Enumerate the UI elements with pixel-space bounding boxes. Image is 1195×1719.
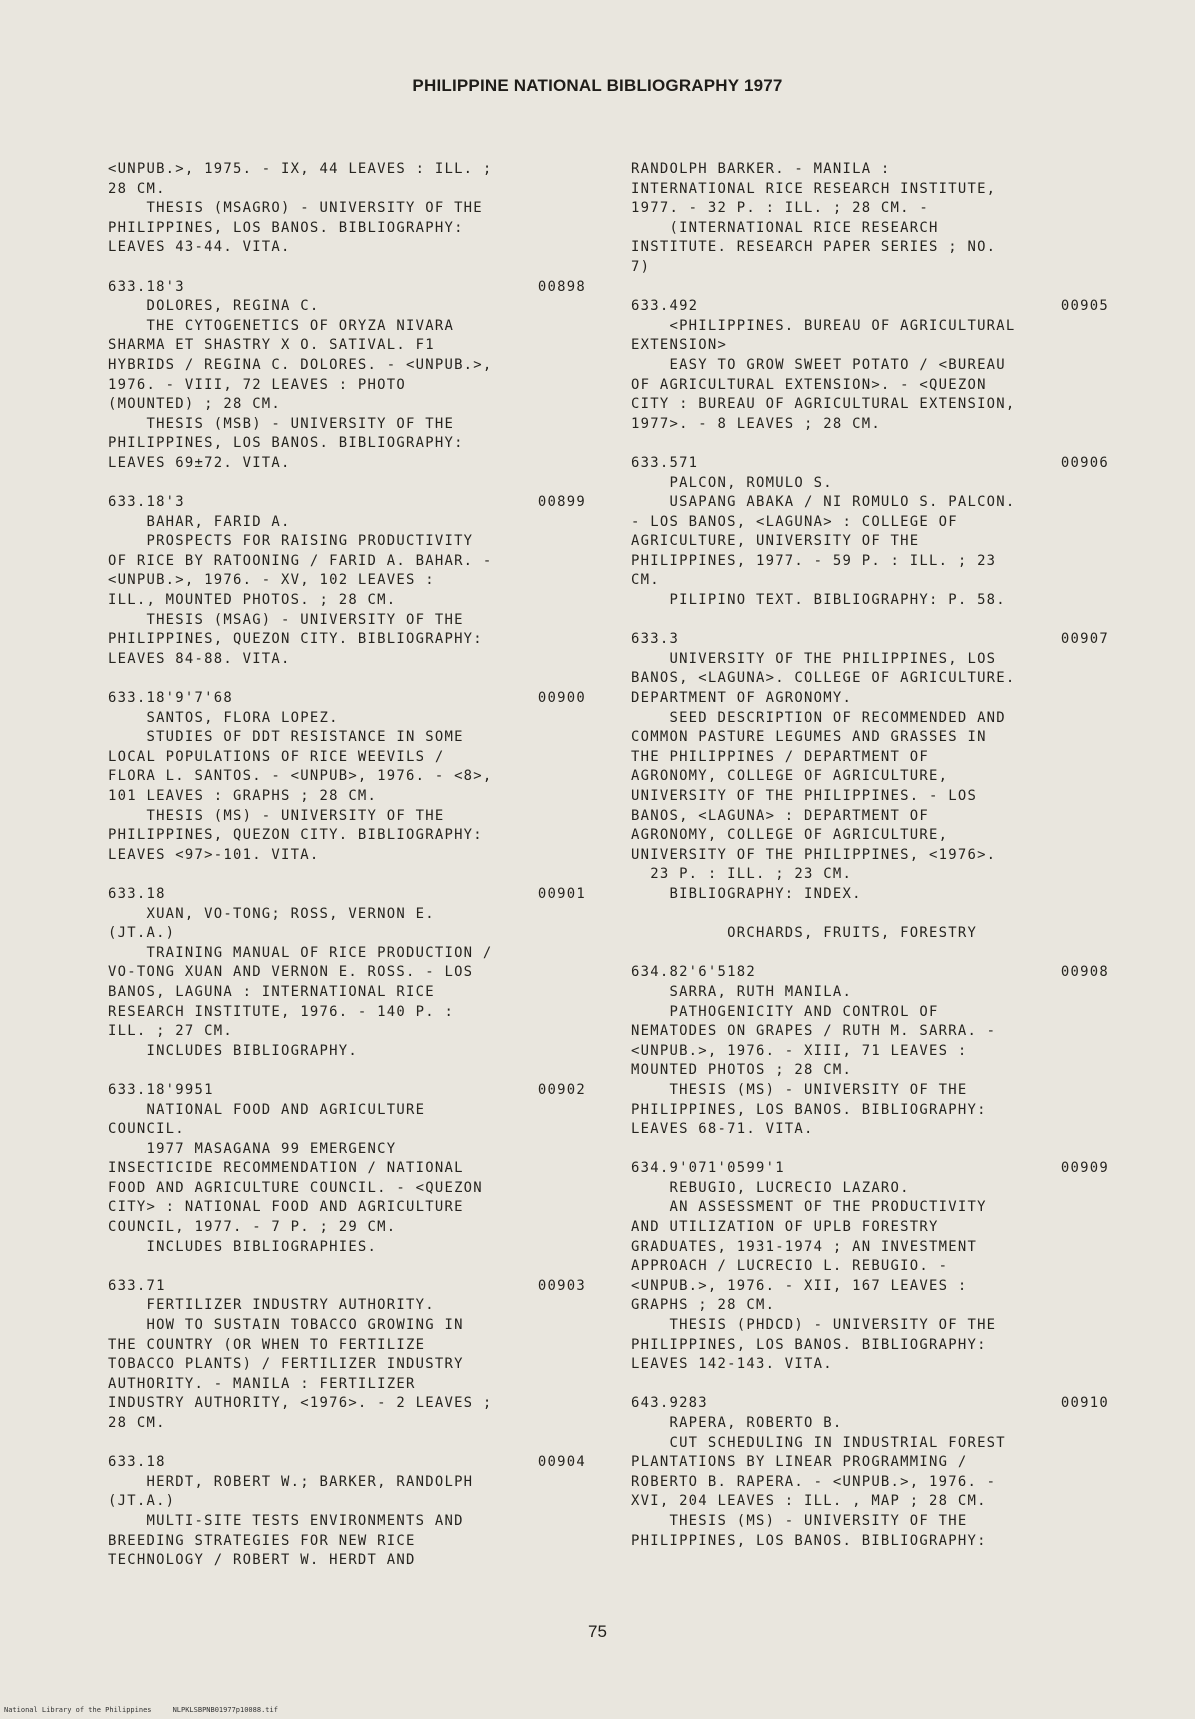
bibliography-entry (631, 963, 1109, 1139)
entry-text-line: TRAINING MANUAL OF RICE PRODUCTION / (108, 944, 493, 961)
entry-header (631, 963, 1109, 983)
entry-header (108, 885, 586, 905)
entry-text-line: LEAVES <97>-101. VITA. (108, 846, 320, 863)
entry-text-line: INCLUDES BIBLIOGRAPHIES. (108, 1238, 378, 1255)
entry-spacer (631, 1375, 1109, 1395)
entry-text-line: AGRONOMY, COLLEGE OF AGRICULTURE, (631, 827, 949, 844)
entry-header (108, 1453, 586, 1473)
call-number: 634.82'6'5182 (631, 964, 756, 981)
entry-spacer (108, 474, 586, 494)
bibliography-entry (631, 1159, 1109, 1375)
entry-text-line: BANOS, <LAGUNA> : DEPARTMENT OF (631, 807, 929, 824)
entry-spacer (108, 1434, 586, 1454)
entry-text-line: RESEARCH INSTITUTE, 1976. - 140 P. : (108, 1003, 455, 1020)
entry-text-line: LEAVES 84-88. VITA. (108, 650, 291, 667)
entry-text-line: EXTENSION> (631, 337, 728, 354)
entry-text-line: <UNPUB.>, 1975. - IX, 44 LEAVES : ILL. ; (108, 161, 493, 177)
entry-spacer (108, 865, 586, 885)
entry-text-line: PILIPINO TEXT. BIBLIOGRAPHY: P. 58. (631, 592, 1006, 609)
entry-spacer (108, 1061, 586, 1081)
entry-text-line: FLORA L. SANTOS. - <UNPUB>, 1976. - <8>, (108, 768, 493, 785)
entry-spacer (108, 258, 586, 278)
entry-text-line: THESIS (PHDCD) - UNIVERSITY OF THE (631, 1317, 997, 1334)
bibliography-entry (108, 278, 586, 474)
entry-text-line: UNIVERSITY OF THE PHILIPPINES. - LOS (631, 788, 978, 804)
call-number: 633.18'9'7'68 (108, 690, 233, 707)
bibliography-entry (108, 1277, 586, 1434)
entry-number: 00910 (1060, 1395, 1109, 1412)
entry-text-line: 1977. - 32 P. : ILL. ; 28 CM. - (631, 200, 929, 217)
entry-text-line: MOUNTED PHOTOS ; 28 CM. (631, 1062, 853, 1079)
entry-header (631, 1159, 1109, 1179)
entry-text-line: BANOS, LAGUNA : INTERNATIONAL RICE (108, 983, 435, 1000)
entry-spacer (631, 905, 1109, 925)
entry-text-line: COUNCIL, 1977. - 7 P. ; 29 CM. (108, 1219, 397, 1236)
entry-text-line: PHILIPPINES, QUEZON CITY. BIBLIOGRAPHY: (108, 827, 483, 844)
entry-text-line: INSECTICIDE RECOMMENDATION / NATIONAL (108, 1160, 464, 1177)
entry-text-line: THESIS (MS) - UNIVERSITY OF THE (631, 1512, 968, 1529)
entry-text-line: ILL., MOUNTED PHOTOS. ; 28 CM. (108, 592, 397, 609)
entry-text-line: COUNCIL. (108, 1121, 185, 1138)
entry-text-line: (JT.A.) (108, 1493, 176, 1510)
entry-text-line: <UNPUB.>, 1976. - XII, 167 LEAVES : (631, 1277, 968, 1294)
bibliography-entry (108, 493, 586, 669)
entry-continuation (108, 160, 586, 258)
bibliography-entry (108, 689, 586, 865)
entry-text-line: BAHAR, FARID A. (108, 513, 291, 530)
entry-text-line: HOW TO SUSTAIN TOBACCO GROWING IN (108, 1317, 464, 1334)
entry-text-line: 1977>. - 8 LEAVES ; 28 CM. (631, 415, 881, 432)
entry-text-line: PHILIPPINES, LOS BANOS. BIBLIOGRAPHY: (631, 1532, 987, 1549)
entry-header (108, 1081, 586, 1101)
entry-header (108, 278, 586, 298)
call-number: 633.18'9951 (108, 1081, 214, 1098)
entry-text-line: NATIONAL FOOD AND AGRICULTURE (108, 1101, 426, 1118)
entry-text-line: COMMON PASTURE LEGUMES AND GRASSES IN (631, 729, 987, 746)
entry-number: 00909 (1060, 1160, 1109, 1177)
page-title: PHILIPPINE NATIONAL BIBLIOGRAPHY 1977 (412, 76, 783, 95)
entry-text-line: VO-TONG XUAN AND VERNON E. ROSS. - LOS (108, 964, 474, 981)
entry-text-line: LEAVES 68-71. VITA. (631, 1121, 814, 1138)
entry-header (631, 454, 1109, 474)
bibliography-entry (108, 1453, 586, 1571)
entry-text-line: PHILIPPINES, 1977. - 59 P. : ILL. ; 23 (631, 552, 997, 569)
entry-text-line: INTERNATIONAL RICE RESEARCH INSTITUTE, (631, 180, 997, 197)
entry-text-line: SANTOS, FLORA LOPEZ. (108, 709, 339, 726)
entry-text-line: FERTILIZER INDUSTRY AUTHORITY. (108, 1297, 435, 1314)
entry-text-line: THE CYTOGENETICS OF ORYZA NIVARA (108, 317, 455, 334)
entry-text-line: CUT SCHEDULING IN INDUSTRIAL FOREST (631, 1434, 1006, 1451)
entry-text-line: FOOD AND AGRICULTURE COUNCIL. - <QUEZON (108, 1179, 483, 1196)
entry-text-line: NEMATODES ON GRAPES / RUTH M. SARRA. - (631, 1023, 997, 1040)
entry-number: 00903 (537, 1277, 586, 1294)
entry-text-line: SHARMA ET SHASTRY X O. SATIVAL. F1 (108, 337, 435, 354)
entry-text-line: PHILIPPINES, QUEZON CITY. BIBLIOGRAPHY: (108, 631, 483, 648)
call-number: 633.18'3 (108, 494, 185, 511)
entry-number: 00904 (537, 1454, 586, 1471)
entry-text-line: OF RICE BY RATOONING / FARID A. BAHAR. - (108, 552, 493, 569)
bibliography-entry (631, 297, 1109, 434)
call-number: 633.18 (108, 1454, 166, 1471)
entry-text-line: AGRONOMY, COLLEGE OF AGRICULTURE, (631, 768, 949, 785)
entry-text-line: PATHOGENICITY AND CONTROL OF (631, 1003, 939, 1020)
entry-text-line: EASY TO GROW SWEET POTATO / <BUREAU (631, 356, 1006, 373)
entry-text-line: SEED DESCRIPTION OF RECOMMENDED AND (631, 709, 1006, 726)
entry-text-line: TECHNOLOGY / ROBERT W. HERDT AND (108, 1552, 416, 1569)
entry-text-line: UNIVERSITY OF THE PHILIPPINES, <1976>. (631, 846, 997, 863)
entry-text-line: ROBERTO B. RAPERA. - <UNPUB.>, 1976. - (631, 1473, 997, 1490)
entry-text-line: HYBRIDS / REGINA C. DOLORES. - <UNPUB.>, (108, 356, 493, 373)
entry-text-line: (INTERNATIONAL RICE RESEARCH (631, 219, 939, 236)
entry-number: 00908 (1060, 964, 1109, 981)
entry-text-line: 23 P. : ILL. ; 23 CM. (631, 866, 853, 883)
entry-text-line: XUAN, VO-TONG; ROSS, VERNON E. (108, 905, 435, 922)
entry-text-line: BREEDING STRATEGIES FOR NEW RICE (108, 1532, 416, 1549)
bibliography-entry (631, 630, 1109, 904)
entry-text-line: CITY : BUREAU OF AGRICULTURAL EXTENSION, (631, 396, 1016, 413)
entry-text-line: AND UTILIZATION OF UPLB FORESTRY (631, 1219, 939, 1236)
call-number: 633.3 (631, 631, 680, 648)
entry-text-line: UNIVERSITY OF THE PHILIPPINES, LOS (631, 650, 997, 667)
entry-text-line: APPROACH / LUCRECIO L. REBUGIO. - (631, 1258, 949, 1275)
entry-spacer (631, 1140, 1109, 1160)
call-number: 634.9'071'0599'1 (631, 1160, 785, 1177)
entry-text-line: STUDIES OF DDT RESISTANCE IN SOME (108, 729, 464, 746)
entry-header (108, 493, 586, 513)
entry-text-line: GRAPHS ; 28 CM. (631, 1297, 776, 1314)
entry-text-line: ILL. ; 27 CM. (108, 1023, 233, 1040)
entry-text-line: PHILIPPINES, LOS BANOS. BIBLIOGRAPHY: (631, 1101, 987, 1118)
entry-text-line: PROSPECTS FOR RAISING PRODUCTIVITY (108, 533, 474, 550)
entry-header (631, 630, 1109, 650)
entry-text-line: THE COUNTRY (OR WHEN TO FERTILIZE (108, 1336, 426, 1353)
entry-text-line: BIBLIOGRAPHY: INDEX. (631, 885, 862, 902)
entry-number: 00907 (1060, 631, 1109, 648)
entry-text-line: DEPARTMENT OF AGRONOMY. (631, 690, 853, 707)
entry-text-line: THESIS (MS) - UNIVERSITY OF THE (108, 807, 445, 824)
entry-number: 00902 (537, 1081, 586, 1098)
entry-text-line: (MOUNTED) ; 28 CM. (108, 396, 282, 413)
entry-text-line: 1976. - VIII, 72 LEAVES : PHOTO (108, 376, 406, 393)
entry-text-line: BANOS, <LAGUNA>. COLLEGE OF AGRICULTURE. (631, 670, 1016, 687)
entry-number: 00899 (537, 494, 586, 511)
entry-continuation (631, 160, 1109, 278)
entry-spacer (108, 669, 586, 689)
entry-text-line: - LOS BANOS, <LAGUNA> : COLLEGE OF (631, 513, 958, 530)
call-number: 633.71 (108, 1277, 166, 1294)
entry-spacer (631, 434, 1109, 454)
entry-text-line: LEAVES 69±72. VITA. (108, 454, 291, 471)
entry-text-line: 101 LEAVES : GRAPHS ; 28 CM. (108, 788, 378, 804)
entry-text-line: LOCAL POPULATIONS OF RICE WEEVILS / (108, 748, 445, 765)
entry-spacer (108, 1257, 586, 1277)
entry-text-line: <UNPUB.>, 1976. - XIII, 71 LEAVES : (631, 1042, 968, 1059)
entry-text-line: PALCON, ROMULO S. (631, 474, 833, 491)
entry-text-line: THE PHILIPPINES / DEPARTMENT OF (631, 748, 929, 765)
entry-text-line: (JT.A.) (108, 925, 176, 942)
bibliography-entry (631, 454, 1109, 611)
entry-text-line: OF AGRICULTURAL EXTENSION>. - <QUEZON (631, 376, 987, 393)
entry-text-line: LEAVES 43-44. VITA. (108, 239, 291, 256)
entry-header (631, 297, 1109, 317)
entry-text-line: 28 CM. (108, 180, 166, 197)
footer-stamp: National Library of the Philippines NLPKLSBPNB01977p10088.tif (4, 1706, 278, 1714)
entry-header (108, 1277, 586, 1297)
entry-text-line: GRADUATES, 1931-1974 ; AN INVESTMENT (631, 1238, 978, 1255)
entry-header (108, 689, 586, 709)
entry-text-line: 7) (631, 258, 651, 275)
entry-text-line: HERDT, ROBERT W.; BARKER, RANDOLPH (108, 1473, 474, 1490)
entry-text-line: DOLORES, REGINA C. (108, 298, 320, 315)
section-heading: ORCHARDS, FRUITS, FORESTRY (631, 925, 978, 942)
entry-text-line: INCLUDES BIBLIOGRAPHY. (108, 1042, 358, 1059)
entry-text-line: PHILIPPINES, LOS BANOS. BIBLIOGRAPHY: (108, 219, 464, 236)
entry-text-line: PHILIPPINES, LOS BANOS. BIBLIOGRAPHY: (108, 435, 464, 452)
entry-text-line: REBUGIO, LUCRECIO LAZARO. (631, 1179, 910, 1196)
bibliography-entry (108, 885, 586, 1061)
entry-text-line: 1977 MASAGANA 99 EMERGENCY (108, 1140, 397, 1157)
entry-number: 00906 (1060, 454, 1109, 471)
left-column (108, 160, 586, 1571)
bibliography-entry (108, 1081, 586, 1257)
entry-text-line: LEAVES 142-143. VITA. (631, 1356, 833, 1373)
entry-text-line: CITY> : NATIONAL FOOD AND AGRICULTURE (108, 1199, 464, 1216)
bibliography-entry (631, 1394, 1109, 1551)
entry-text-line: RANDOLPH BARKER. - MANILA : (631, 161, 891, 177)
page-number: 75 (588, 1622, 607, 1641)
entry-text-line: XVI, 204 LEAVES : ILL. , MAP ; 28 CM. (631, 1493, 987, 1510)
entry-spacer (631, 278, 1109, 298)
call-number: 633.492 (631, 298, 699, 315)
entry-text-line: SARRA, RUTH MANILA. (631, 983, 853, 1000)
entry-text-line: MULTI-SITE TESTS ENVIRONMENTS AND (108, 1512, 464, 1529)
entry-text-line: THESIS (MSB) - UNIVERSITY OF THE (108, 415, 455, 432)
call-number: 643.9283 (631, 1395, 708, 1412)
entry-number: 00900 (537, 690, 586, 707)
entry-text-line: PHILIPPINES, LOS BANOS. BIBLIOGRAPHY: (631, 1336, 987, 1353)
entry-text-line: 28 CM. (108, 1415, 166, 1431)
entry-text-line: AGRICULTURE, UNIVERSITY OF THE (631, 533, 920, 550)
entry-text-line: THESIS (MSAGRO) - UNIVERSITY OF THE (108, 200, 483, 217)
entry-text-line: PLANTATIONS BY LINEAR PROGRAMMING / (631, 1454, 968, 1471)
entry-text-line: RAPERA, ROBERTO B. (631, 1415, 843, 1431)
entry-number: 00901 (537, 885, 586, 902)
entry-text-line: <PHILIPPINES. BUREAU OF AGRICULTURAL (631, 317, 1016, 334)
entry-number: 00905 (1060, 298, 1109, 315)
entry-text-line: THESIS (MS) - UNIVERSITY OF THE (631, 1081, 968, 1098)
entry-header (631, 1394, 1109, 1414)
entry-spacer (631, 944, 1109, 964)
entry-text-line: TOBACCO PLANTS) / FERTILIZER INDUSTRY (108, 1356, 464, 1373)
call-number: 633.571 (631, 454, 699, 471)
entry-text-line: THESIS (MSAG) - UNIVERSITY OF THE (108, 611, 464, 628)
entry-text-line: CM. (631, 572, 660, 589)
right-column (631, 160, 1109, 1551)
entry-text-line: INDUSTRY AUTHORITY, <1976>. - 2 LEAVES ; (108, 1395, 493, 1412)
entry-spacer (631, 611, 1109, 631)
call-number: 633.18'3 (108, 278, 185, 295)
call-number: 633.18 (108, 885, 166, 902)
entry-text-line: USAPANG ABAKA / NI ROMULO S. PALCON. (631, 494, 1016, 511)
entry-text-line: AUTHORITY. - MANILA : FERTILIZER (108, 1375, 416, 1392)
entry-text-line: <UNPUB.>, 1976. - XV, 102 LEAVES : (108, 572, 435, 589)
entry-number: 00898 (537, 278, 586, 295)
entry-text-line: INSTITUTE. RESEARCH PAPER SERIES ; NO. (631, 239, 997, 256)
entry-text-line: AN ASSESSMENT OF THE PRODUCTIVITY (631, 1199, 987, 1216)
